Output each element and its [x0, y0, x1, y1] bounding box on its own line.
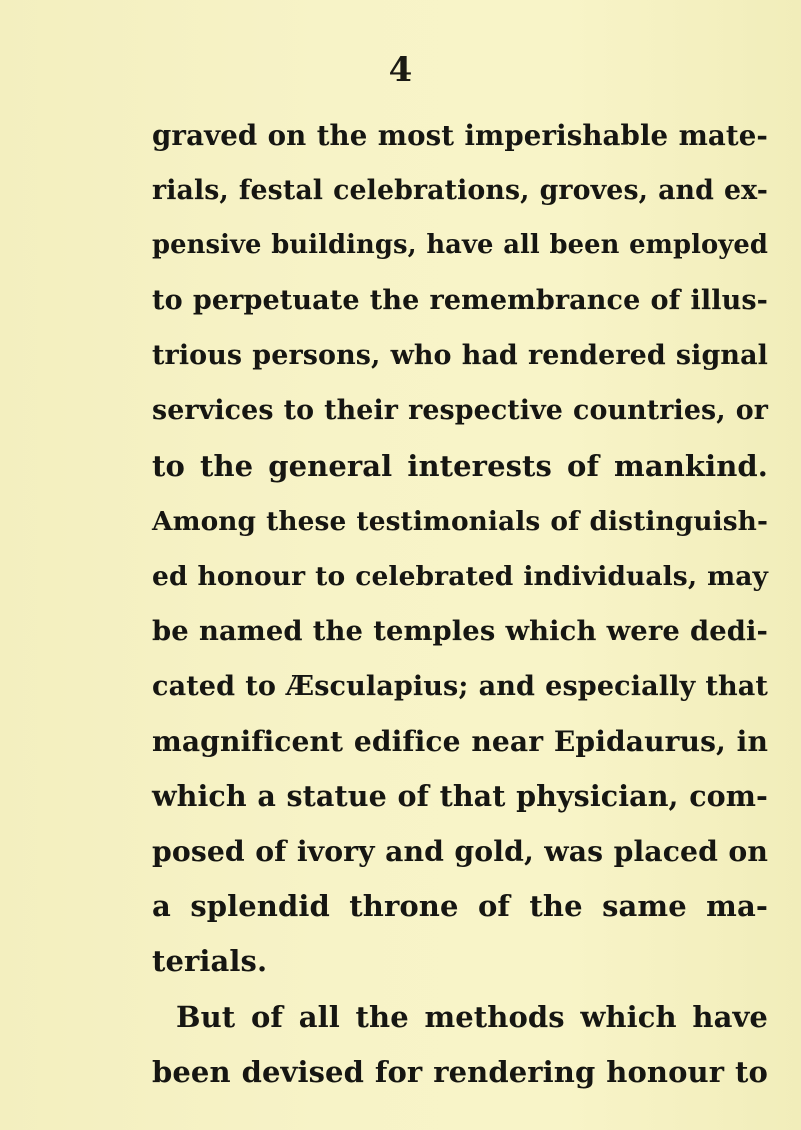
text-line: cated to Æsculapius; and especially that: [152, 670, 768, 702]
text-line: to perpetuate the remembrance of illus-: [152, 285, 768, 317]
page-number: 4: [388, 50, 413, 90]
text-line: pensive buildings, have all been employed: [152, 230, 768, 261]
text-line: graved on the most imperishable mate-: [152, 119, 768, 152]
text-line: posed of ivory and gold, was placed on: [152, 834, 768, 869]
body-text: [152, 108, 768, 1100]
text-line: trious persons, who had rendered signal: [152, 340, 768, 372]
text-line: magnificent edifice near Epidaurus, in: [152, 725, 768, 759]
text-line: be named the temples which were dedi-: [152, 614, 768, 647]
text-line: But of all the methods which have: [176, 999, 768, 1034]
text-line: ed honour to celebrated individuals, may: [152, 560, 768, 592]
paragraph-1: [152, 108, 768, 990]
text-line: rials, festal celebrations, groves, and ex-: [152, 175, 768, 207]
text-line: been devised for rendering honour to: [152, 1054, 768, 1089]
text-line: a splendid throne of the same ma-: [152, 889, 768, 924]
text-line: Among these testimonials of distinguish-: [152, 505, 768, 537]
paragraph-2: [152, 990, 768, 1100]
text-line: which a statue of that physician, com-: [152, 779, 768, 814]
text-line: services to their respective countries, or: [152, 395, 768, 427]
text-line: terials.: [152, 944, 268, 979]
text-line: to the general interests of mankind.: [152, 448, 768, 483]
